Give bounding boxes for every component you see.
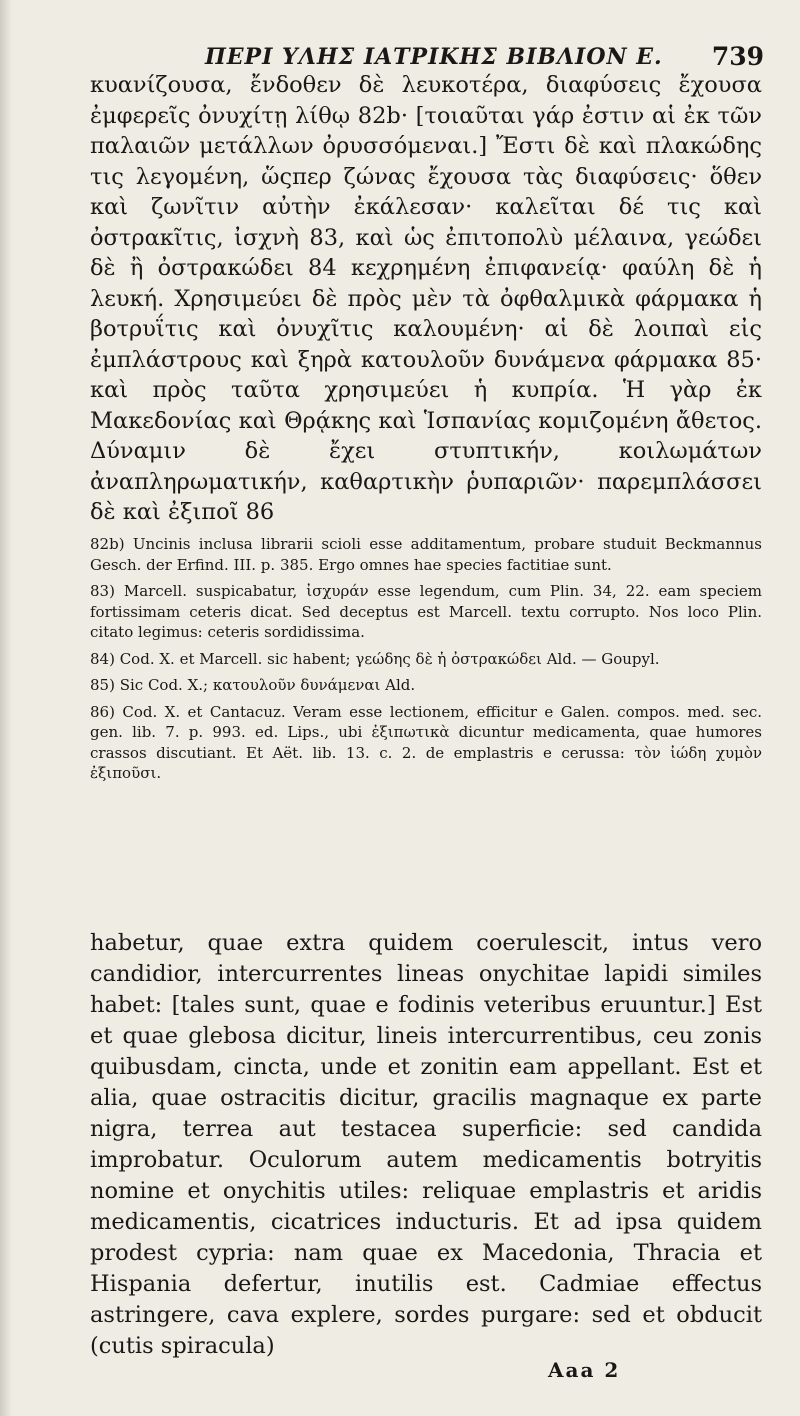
signature-mark: Aaa 2 bbox=[548, 1358, 621, 1382]
greek-text-block bbox=[90, 70, 762, 528]
latin-paragraph: habetur, quae extra quidem coerulescit, intus vero candidior, intercurrentes lineas onychitae lapidi similes habet: [tales sunt, quae e fodinis veteribus eruuntur.] Est et quae glebosa dicitur, lineis intercurrentibus, ceu zonis quibusdam, cincta, unde et zonitin eam appellant. Est et alia, quae ostracitis dicitur, gracilis magnaque ex parte nigra, terrea aut testacea superficie: sed candida improbatur. Oculorum autem medicamentis botryitis nomine et onychitis utiles: reliquae emplastris et aridis medicamentis, cicatrices inducturis. Et ad ipsa quidem prodest cypria: nam quae ex Macedonia, Thracia et Hispania defertur, inutilis est. Cadmiae effectus astringere, cava explere, sordes purgare: sed et obducit (cutis spiracula) bbox=[90, 930, 762, 1359]
page-number: 739 bbox=[711, 42, 764, 71]
footnote-83: 83) Marcell. suspicabatur, ἰσχυράν esse legendum, cum Plin. 34, 22. eam speciem fortissimam ceteris dicat. Sed deceptus est Marcell. textu corrupto. Nos loco Plin. citato legimus: ceteris sordidissima. bbox=[90, 582, 762, 641]
latin-text-block bbox=[90, 928, 762, 1362]
footnote-84: 84) Cod. X. et Marcell. sic habent; γεώδης δὲ ἡ ὀστρακώδει Ald. — Goupyl. bbox=[90, 649, 660, 668]
footnotes-block bbox=[90, 534, 762, 790]
greek-paragraph: κυανίζουσα, ἔνδοθεν δὲ λευκοτέρα, διαφύσεις ἔχουσα ἐμφερεῖς ὀνυχίτῃ λίθῳ 82b· [τοιαῦται γάρ ἐστιν αἱ ἐκ τῶν παλαιῶν μετάλλων ὀρυσσόμεναι.] Ἔστι δὲ καὶ πλακώδης τις λεγομένη, ὥςπερ ζώνας ἔχουσα τὰς διαφύσεις· ὅθεν καὶ ζωνῖτιν αὐτὴν ἐκάλεσαν· καλεῖται δέ τις καὶ ὀστρακῖτις, ἰσχνὴ 83, καὶ ὡς ἐπιτοπολὺ μέλαινα, γεώδει δὲ ἢ ὀστρακώδει 84 κεχρημένη ἐπιφανείᾳ· φαύλη δὲ ἡ λευκή. Χρησιμεύει δὲ πρὸς μὲν τὰ ὀφθαλμικὰ φάρμακα ἡ βοτρυΐτις καὶ ὀνυχῖτις καλουμένη· αἱ δὲ λοιπαὶ εἰς ἐμπλάστρους καὶ ξηρὰ κατουλοῦν δυνάμενα φάρμακα 85· καὶ πρὸς ταῦτα χρησιμεύει ἡ κυπρία. Ἡ γὰρ ἐκ Μακεδονίας καὶ Θρᾴκης καὶ Ἱσπανίας κομιζομένη ἄθετος. Δύναμιν δὲ ἔχει στυπτικήν, κοιλωμάτων ἀναπληρωματικήν, καθαρτικὴν ῥυπαριῶν· παρεμπλάσσει δὲ καὶ ἐξιποῖ 86 bbox=[90, 72, 762, 525]
binding-shadow bbox=[0, 0, 12, 1416]
footnote-85: 85) Sic Cod. X.; κατουλοῦν δυνάμεναι Ald. bbox=[90, 676, 416, 694]
footnote-82b: 82b) Uncinis inclusa librarii scioli esse additamentum, probare studuit Beckmannus Gesch. der Erfind. III. p. 385. Ergo omnes hae species factitiae sunt. bbox=[90, 535, 762, 574]
footnote-86: 86) Cod. X. et Cantacuz. Veram esse lectionem, efficitur e Galen. compos. med. sec. gen. lib. 7. p. 993. ed. Lips., ubi ἐξιπωτικὰ dicuntur medicamenta, quae humores crassos discutiant. Et Aët. lib. 13. c. 2. de emplastris e cerussa: τὸν ἰώδη χυμὸν ἐξιποῦσι. bbox=[90, 702, 762, 782]
running-title: ΠΕΡΙ ΥΛΗΣ ΙΑΤΡΙΚΗΣ ΒΙΒΛΙΟΝ Ε. bbox=[205, 44, 663, 70]
